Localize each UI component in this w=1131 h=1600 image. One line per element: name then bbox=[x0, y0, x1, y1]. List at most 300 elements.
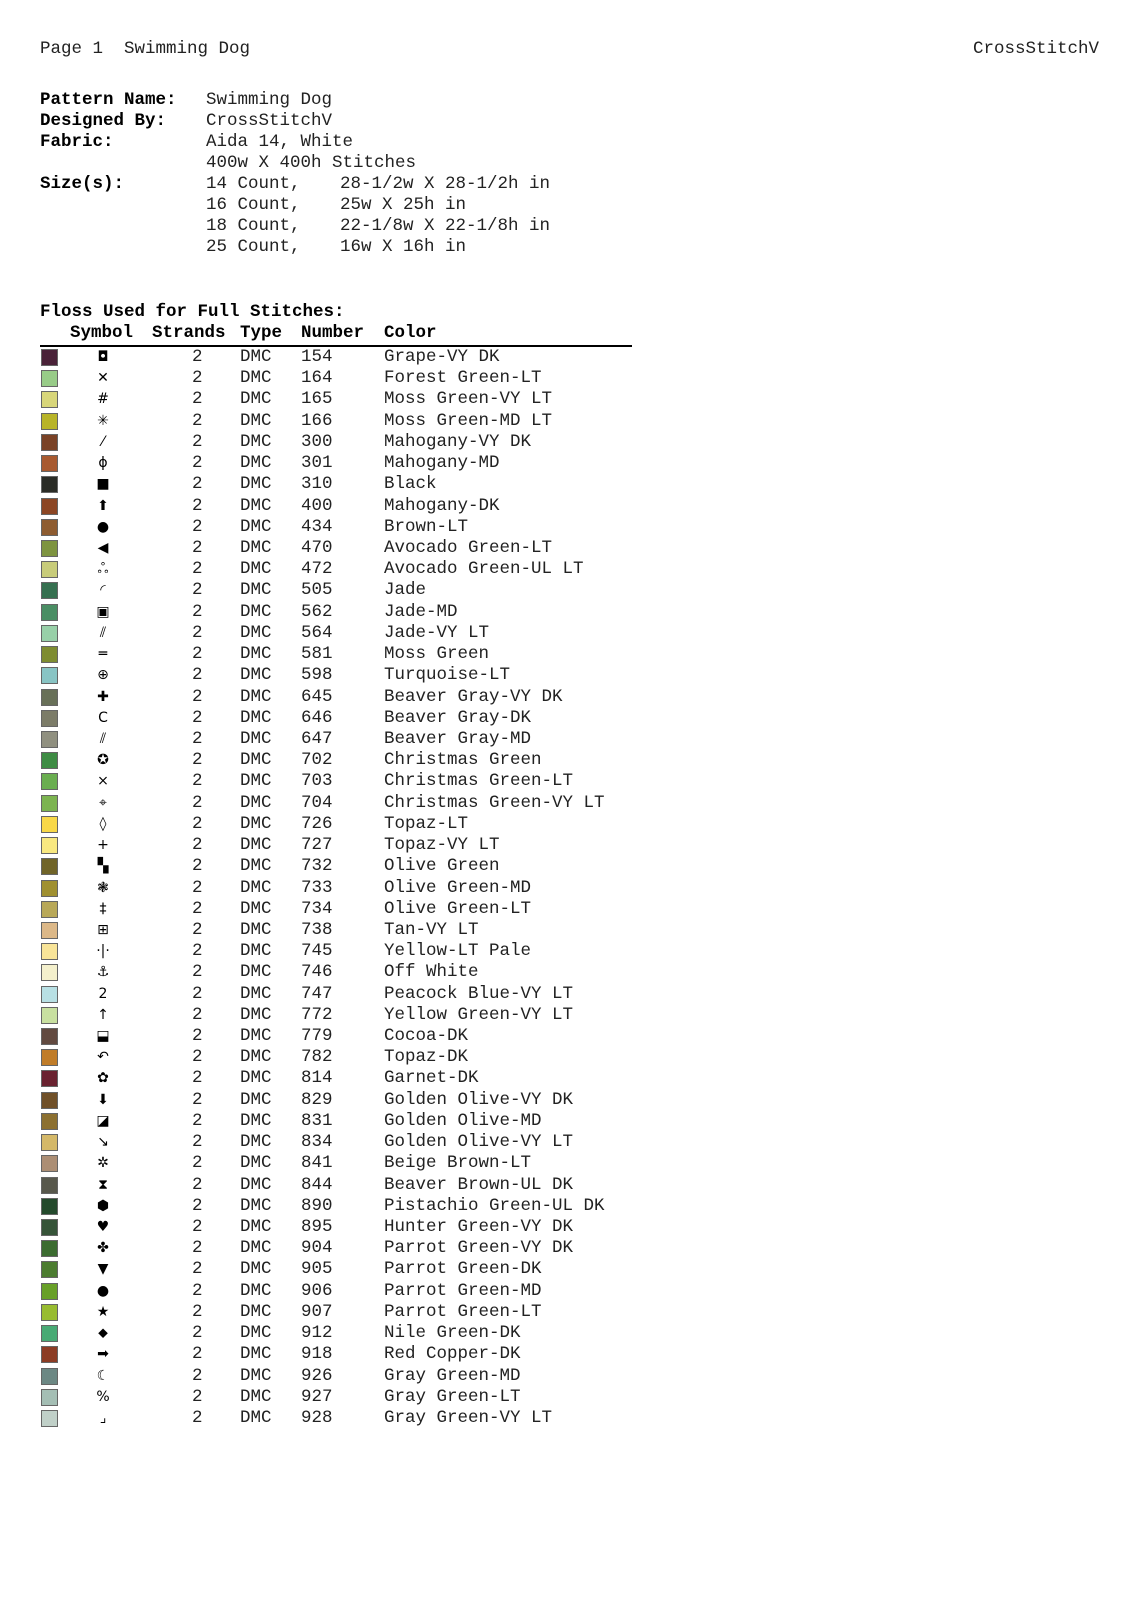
color-swatch bbox=[41, 964, 58, 981]
symbol-icon: ✳ bbox=[97, 412, 109, 429]
color-name: Garnet-DK bbox=[384, 1068, 479, 1089]
number: 906 bbox=[301, 1280, 333, 1301]
color-name: Turquoise-LT bbox=[384, 665, 511, 686]
fabric-value: Aida 14, White bbox=[206, 132, 354, 152]
color-swatch bbox=[41, 1092, 58, 1109]
strands: 2 bbox=[192, 474, 203, 495]
strands: 2 bbox=[192, 728, 203, 749]
strands: 2 bbox=[192, 1047, 203, 1068]
symbol-icon: ↶ bbox=[97, 1049, 109, 1066]
floss-row bbox=[40, 984, 640, 1005]
number: 841 bbox=[301, 1153, 333, 1174]
type: DMC bbox=[240, 1386, 272, 1407]
symbol-icon: ✿ bbox=[97, 1070, 109, 1087]
type: DMC bbox=[240, 877, 272, 898]
floss-row bbox=[40, 1302, 640, 1323]
strands: 2 bbox=[192, 1132, 203, 1153]
symbol-icon: ⧗ bbox=[98, 1176, 108, 1193]
color-name: Nile Green-DK bbox=[384, 1323, 521, 1344]
floss-row bbox=[40, 1196, 640, 1217]
color-swatch bbox=[41, 1304, 58, 1321]
strands: 2 bbox=[192, 962, 203, 983]
color-swatch bbox=[41, 349, 58, 366]
floss-row bbox=[40, 665, 640, 686]
column-header-strands: Strands bbox=[152, 323, 226, 343]
number: 732 bbox=[301, 856, 333, 877]
type: DMC bbox=[240, 495, 272, 516]
strands: 2 bbox=[192, 644, 203, 665]
symbol-icon: ⬓ bbox=[96, 1028, 110, 1045]
symbol-icon: ✚ bbox=[97, 688, 109, 705]
symbol-icon: ✪ bbox=[97, 752, 109, 769]
color-name: Beaver Gray-MD bbox=[384, 728, 532, 749]
number: 165 bbox=[301, 389, 333, 410]
color-swatch bbox=[41, 837, 58, 854]
floss-row bbox=[40, 1408, 640, 1429]
symbol-icon: ⫽ bbox=[99, 624, 107, 641]
strands: 2 bbox=[192, 1344, 203, 1365]
color-swatch bbox=[41, 413, 58, 430]
color-swatch bbox=[41, 1134, 58, 1151]
symbol-icon: ‡ bbox=[99, 900, 107, 917]
designed-by-label: Designed By: bbox=[40, 111, 167, 131]
floss-row bbox=[40, 793, 640, 814]
floss-row bbox=[40, 432, 640, 453]
type: DMC bbox=[240, 622, 272, 643]
color-name: Hunter Green-VY DK bbox=[384, 1217, 574, 1238]
floss-row bbox=[40, 1068, 640, 1089]
number: 647 bbox=[301, 728, 333, 749]
symbol-icon: ■ bbox=[96, 476, 110, 493]
symbol-icon: ▼ bbox=[97, 1261, 109, 1278]
type: DMC bbox=[240, 771, 272, 792]
color-name: Parrot Green-MD bbox=[384, 1280, 542, 1301]
strands: 2 bbox=[192, 1323, 203, 1344]
color-name: Grape-VY DK bbox=[384, 347, 500, 367]
symbol-icon: ▣ bbox=[96, 603, 110, 620]
strands: 2 bbox=[192, 622, 203, 643]
floss-row bbox=[40, 1111, 640, 1132]
floss-row bbox=[40, 347, 640, 368]
strands: 2 bbox=[192, 919, 203, 940]
symbol-icon: ⚓ bbox=[96, 964, 110, 981]
strands: 2 bbox=[192, 1068, 203, 1089]
floss-title: Floss Used for Full Stitches: bbox=[40, 302, 345, 322]
color-name: Golden Olive-MD bbox=[384, 1110, 542, 1131]
color-swatch bbox=[41, 858, 58, 875]
color-swatch bbox=[41, 646, 58, 663]
page-header-left: Page 1 Swimming Dog bbox=[40, 39, 251, 59]
color-name: Yellow Green-VY LT bbox=[384, 1004, 574, 1025]
type: DMC bbox=[240, 516, 272, 537]
column-header-color: Color bbox=[384, 323, 437, 343]
floss-row bbox=[40, 835, 640, 856]
floss-row bbox=[40, 1238, 640, 1259]
floss-row bbox=[40, 899, 640, 920]
color-name: Topaz-LT bbox=[384, 813, 469, 834]
type: DMC bbox=[240, 728, 272, 749]
symbol-icon: ⊞ bbox=[97, 921, 109, 938]
number: 912 bbox=[301, 1323, 333, 1344]
color-swatch bbox=[41, 773, 58, 790]
type: DMC bbox=[240, 1110, 272, 1131]
symbol-icon: ✤ bbox=[97, 1240, 109, 1257]
number: 598 bbox=[301, 665, 333, 686]
number: 905 bbox=[301, 1259, 333, 1280]
number: 727 bbox=[301, 835, 333, 856]
color-name: Gray Green-MD bbox=[384, 1365, 521, 1386]
strands: 2 bbox=[192, 516, 203, 537]
type: DMC bbox=[240, 1323, 272, 1344]
type: DMC bbox=[240, 347, 272, 367]
symbol-icon: ◜ bbox=[100, 582, 106, 599]
strands: 2 bbox=[192, 410, 203, 431]
floss-row bbox=[40, 771, 640, 792]
color-swatch bbox=[41, 540, 58, 557]
color-name: Topaz-VY LT bbox=[384, 835, 500, 856]
number: 581 bbox=[301, 644, 333, 665]
strands: 2 bbox=[192, 877, 203, 898]
number: 166 bbox=[301, 410, 333, 431]
number: 904 bbox=[301, 1238, 333, 1259]
floss-row bbox=[40, 878, 640, 899]
number: 831 bbox=[301, 1110, 333, 1131]
color-swatch bbox=[41, 1219, 58, 1236]
color-name: Avocado Green-UL LT bbox=[384, 559, 584, 580]
color-name: Parrot Green-DK bbox=[384, 1259, 542, 1280]
type: DMC bbox=[240, 453, 272, 474]
color-name: Beaver Brown-UL DK bbox=[384, 1174, 574, 1195]
symbol-icon: ·|· bbox=[96, 943, 110, 960]
type: DMC bbox=[240, 898, 272, 919]
symbol-icon: 2 bbox=[98, 985, 108, 1002]
color-swatch bbox=[41, 1325, 58, 1342]
number: 895 bbox=[301, 1217, 333, 1238]
symbol-icon: C bbox=[98, 709, 108, 726]
color-swatch bbox=[41, 689, 58, 706]
strands: 2 bbox=[192, 347, 203, 367]
color-swatch bbox=[41, 795, 58, 812]
strands: 2 bbox=[192, 1238, 203, 1259]
number: 400 bbox=[301, 495, 333, 516]
type: DMC bbox=[240, 644, 272, 665]
number: 907 bbox=[301, 1301, 333, 1322]
floss-row bbox=[40, 453, 640, 474]
color-swatch bbox=[41, 922, 58, 939]
floss-row bbox=[40, 729, 640, 750]
color-swatch bbox=[41, 1049, 58, 1066]
symbol-icon: + bbox=[97, 837, 109, 854]
color-name: Golden Olive-VY LT bbox=[384, 1132, 574, 1153]
symbol-icon: ● bbox=[96, 1282, 110, 1299]
color-swatch bbox=[41, 582, 58, 599]
strands: 2 bbox=[192, 389, 203, 410]
floss-row bbox=[40, 1026, 640, 1047]
strands: 2 bbox=[192, 1365, 203, 1386]
floss-row bbox=[40, 474, 640, 495]
floss-row bbox=[40, 708, 640, 729]
floss-row bbox=[40, 559, 640, 580]
color-swatch bbox=[41, 625, 58, 642]
type: DMC bbox=[240, 813, 272, 834]
symbol-icon: % bbox=[96, 1388, 110, 1405]
number: 829 bbox=[301, 1089, 333, 1110]
number: 834 bbox=[301, 1132, 333, 1153]
color-swatch bbox=[41, 1198, 58, 1215]
strands: 2 bbox=[192, 665, 203, 686]
number: 164 bbox=[301, 368, 333, 389]
color-swatch bbox=[41, 1177, 58, 1194]
color-swatch bbox=[41, 880, 58, 897]
number: 844 bbox=[301, 1174, 333, 1195]
symbol-icon: ✲ bbox=[97, 1155, 109, 1172]
symbol-icon: ═ bbox=[98, 646, 108, 663]
type: DMC bbox=[240, 559, 272, 580]
symbol-icon: ◀ bbox=[97, 539, 109, 556]
size-dims: 25w X 25h in bbox=[340, 195, 467, 215]
floss-row bbox=[40, 1344, 640, 1365]
number: 927 bbox=[301, 1386, 333, 1407]
size-count: 25 Count, bbox=[206, 237, 301, 257]
color-swatch bbox=[41, 1028, 58, 1045]
number: 646 bbox=[301, 707, 333, 728]
size-dims: 22-1/8w X 22-1/8h in bbox=[340, 216, 551, 236]
pattern-name-value: Swimming Dog bbox=[206, 90, 333, 110]
type: DMC bbox=[240, 410, 272, 431]
color-swatch bbox=[41, 370, 58, 387]
symbol-icon: ⊕ bbox=[97, 667, 109, 684]
type: DMC bbox=[240, 1259, 272, 1280]
number: 726 bbox=[301, 813, 333, 834]
color-name: Moss Green bbox=[384, 644, 490, 665]
color-name: Brown-LT bbox=[384, 516, 469, 537]
floss-row bbox=[40, 1217, 640, 1238]
color-name: Cocoa-DK bbox=[384, 1026, 469, 1047]
color-name: Christmas Green-VY LT bbox=[384, 792, 605, 813]
type: DMC bbox=[240, 792, 272, 813]
stitches-value: 400w X 400h Stitches bbox=[206, 153, 417, 173]
type: DMC bbox=[240, 580, 272, 601]
number: 562 bbox=[301, 601, 333, 622]
floss-row bbox=[40, 1366, 640, 1387]
type: DMC bbox=[240, 431, 272, 452]
strands: 2 bbox=[192, 1195, 203, 1216]
color-name: Jade bbox=[384, 580, 427, 601]
size-dims: 16w X 16h in bbox=[340, 237, 467, 257]
symbol-icon: ▚ bbox=[97, 858, 109, 875]
type: DMC bbox=[240, 1344, 272, 1365]
type: DMC bbox=[240, 601, 272, 622]
symbol-icon: ɸ bbox=[98, 455, 108, 472]
type: DMC bbox=[240, 368, 272, 389]
strands: 2 bbox=[192, 1089, 203, 1110]
strands: 2 bbox=[192, 580, 203, 601]
color-swatch bbox=[41, 816, 58, 833]
floss-row bbox=[40, 856, 640, 877]
floss-row bbox=[40, 1259, 640, 1280]
number: 434 bbox=[301, 516, 333, 537]
color-swatch bbox=[41, 1070, 58, 1087]
size-count: 16 Count, bbox=[206, 195, 301, 215]
color-swatch bbox=[41, 667, 58, 684]
floss-row bbox=[40, 1387, 640, 1408]
color-swatch bbox=[41, 434, 58, 451]
color-swatch bbox=[41, 710, 58, 727]
symbol-icon: ↘ bbox=[97, 1134, 109, 1151]
color-name: Jade-VY LT bbox=[384, 622, 490, 643]
symbol-icon: ★ bbox=[96, 1303, 110, 1320]
strands: 2 bbox=[192, 1153, 203, 1174]
symbol-icon: ⬥ bbox=[98, 1325, 108, 1342]
strands: 2 bbox=[192, 1408, 203, 1428]
color-name: Christmas Green-LT bbox=[384, 771, 574, 792]
floss-row bbox=[40, 496, 640, 517]
color-name: Avocado Green-LT bbox=[384, 537, 553, 558]
color-swatch bbox=[41, 1389, 58, 1406]
floss-row bbox=[40, 1090, 640, 1111]
color-swatch bbox=[41, 1368, 58, 1385]
color-swatch bbox=[41, 476, 58, 493]
strands: 2 bbox=[192, 453, 203, 474]
color-name: Gray Green-VY LT bbox=[384, 1408, 553, 1428]
number: 154 bbox=[301, 347, 333, 367]
color-name: Gray Green-LT bbox=[384, 1386, 521, 1407]
floss-row bbox=[40, 538, 640, 559]
type: DMC bbox=[240, 856, 272, 877]
color-swatch bbox=[41, 604, 58, 621]
symbol-icon: ⌟ bbox=[99, 1410, 107, 1426]
strands: 2 bbox=[192, 898, 203, 919]
symbol-icon: ↑ bbox=[97, 1006, 109, 1023]
type: DMC bbox=[240, 1280, 272, 1301]
type: DMC bbox=[240, 1132, 272, 1153]
column-header-type: Type bbox=[240, 323, 283, 343]
symbol-icon: ● bbox=[96, 518, 110, 535]
color-name: Olive Green-LT bbox=[384, 898, 532, 919]
strands: 2 bbox=[192, 1386, 203, 1407]
strands: 2 bbox=[192, 431, 203, 452]
strands: 2 bbox=[192, 1004, 203, 1025]
floss-row bbox=[40, 814, 640, 835]
floss-row bbox=[40, 1175, 640, 1196]
color-name: Parrot Green-LT bbox=[384, 1301, 542, 1322]
strands: 2 bbox=[192, 835, 203, 856]
number: 703 bbox=[301, 771, 333, 792]
strands: 2 bbox=[192, 707, 203, 728]
strands: 2 bbox=[192, 537, 203, 558]
color-name: Off White bbox=[384, 962, 479, 983]
symbol-icon: ⬆ bbox=[97, 497, 109, 514]
size-dims: 28-1/2w X 28-1/2h in bbox=[340, 174, 551, 194]
color-name: Moss Green-MD LT bbox=[384, 410, 553, 431]
strands: 2 bbox=[192, 1110, 203, 1131]
color-swatch bbox=[41, 1113, 58, 1130]
strands: 2 bbox=[192, 1301, 203, 1322]
color-name: Forest Green-LT bbox=[384, 368, 542, 389]
symbol-icon: # bbox=[97, 391, 109, 408]
type: DMC bbox=[240, 1365, 272, 1386]
column-header-number: Number bbox=[301, 323, 365, 343]
number: 472 bbox=[301, 559, 333, 580]
color-name: Jade-MD bbox=[384, 601, 458, 622]
number: 645 bbox=[301, 686, 333, 707]
strands: 2 bbox=[192, 1217, 203, 1238]
floss-row bbox=[40, 623, 640, 644]
floss-row bbox=[40, 1132, 640, 1153]
floss-row bbox=[40, 1153, 640, 1174]
symbol-icon: ⫽ bbox=[99, 730, 107, 747]
number: 301 bbox=[301, 453, 333, 474]
strands: 2 bbox=[192, 813, 203, 834]
color-name: Pistachio Green-UL DK bbox=[384, 1195, 605, 1216]
symbol-icon: ⁄ bbox=[101, 433, 105, 450]
strands: 2 bbox=[192, 856, 203, 877]
color-swatch bbox=[41, 1346, 58, 1363]
type: DMC bbox=[240, 389, 272, 410]
floss-row bbox=[40, 1047, 640, 1068]
color-name: Mahogany-DK bbox=[384, 495, 500, 516]
strands: 2 bbox=[192, 686, 203, 707]
type: DMC bbox=[240, 1047, 272, 1068]
symbol-icon: ⬇ bbox=[97, 1091, 109, 1108]
color-swatch bbox=[41, 731, 58, 748]
number: 734 bbox=[301, 898, 333, 919]
designed-by-value: CrossStitchV bbox=[206, 111, 333, 131]
color-swatch bbox=[41, 1283, 58, 1300]
type: DMC bbox=[240, 962, 272, 983]
color-swatch bbox=[41, 1155, 58, 1172]
number: 779 bbox=[301, 1026, 333, 1047]
color-swatch bbox=[41, 943, 58, 960]
column-header-symbol: Symbol bbox=[70, 323, 134, 343]
color-name: Olive Green-MD bbox=[384, 877, 532, 898]
color-swatch bbox=[41, 1410, 58, 1427]
type: DMC bbox=[240, 1004, 272, 1025]
strands: 2 bbox=[192, 559, 203, 580]
number: 918 bbox=[301, 1344, 333, 1365]
page-header-right: CrossStitchV bbox=[972, 39, 1099, 59]
type: DMC bbox=[240, 1153, 272, 1174]
color-name: Olive Green bbox=[384, 856, 500, 877]
number: 702 bbox=[301, 750, 333, 771]
floss-row bbox=[40, 389, 640, 410]
type: DMC bbox=[240, 1089, 272, 1110]
symbol-icon: ◘ bbox=[97, 349, 109, 365]
color-swatch bbox=[41, 1007, 58, 1024]
type: DMC bbox=[240, 474, 272, 495]
type: DMC bbox=[240, 707, 272, 728]
floss-table-header bbox=[40, 323, 632, 347]
number: 926 bbox=[301, 1365, 333, 1386]
color-name: Peacock Blue-VY LT bbox=[384, 983, 574, 1004]
floss-row bbox=[40, 1005, 640, 1026]
symbol-icon: ⬢ bbox=[96, 1197, 110, 1214]
number: 564 bbox=[301, 622, 333, 643]
symbol-icon: ➡ bbox=[97, 1346, 109, 1363]
type: DMC bbox=[240, 1174, 272, 1195]
symbol-icon: ☾ bbox=[96, 1367, 110, 1384]
symbol-icon: ◊ bbox=[99, 815, 107, 832]
number: 733 bbox=[301, 877, 333, 898]
number: 890 bbox=[301, 1195, 333, 1216]
number: 814 bbox=[301, 1068, 333, 1089]
type: DMC bbox=[240, 919, 272, 940]
number: 772 bbox=[301, 1004, 333, 1025]
floss-row bbox=[40, 1323, 640, 1344]
color-name: Moss Green-VY LT bbox=[384, 389, 553, 410]
floss-row bbox=[40, 687, 640, 708]
color-swatch bbox=[41, 752, 58, 769]
